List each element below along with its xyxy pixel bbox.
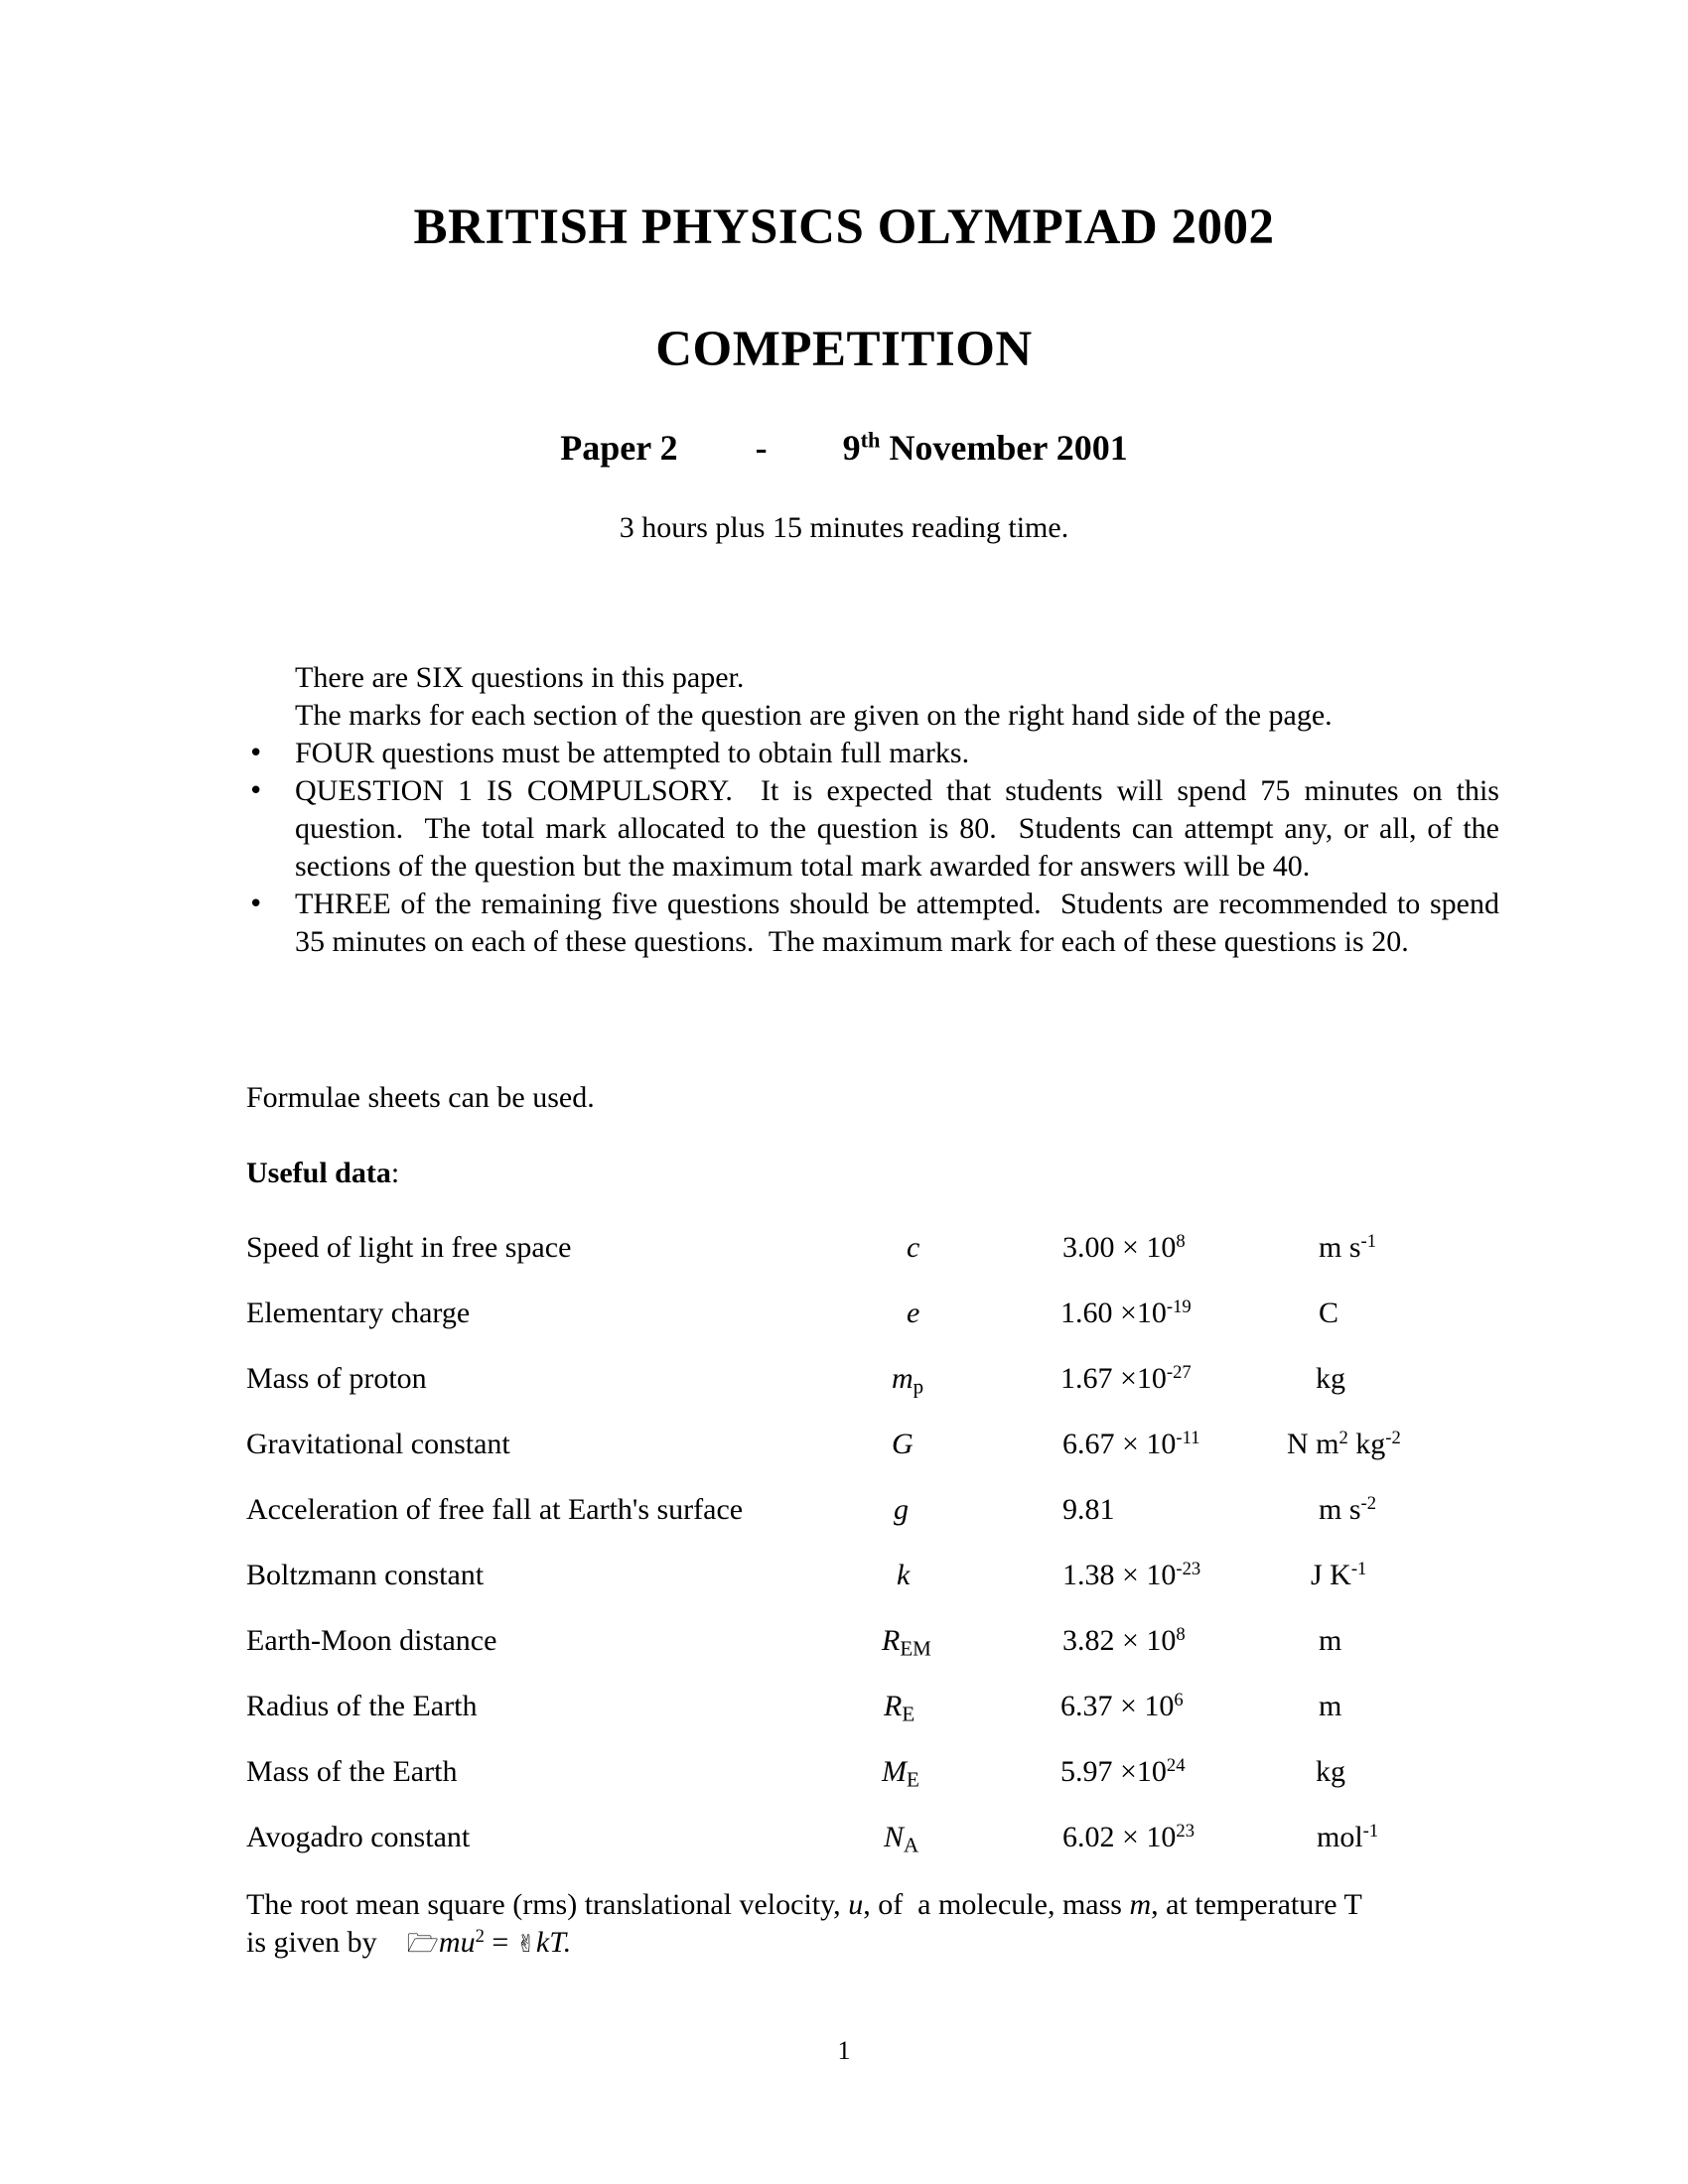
constant-symbol: G (892, 1428, 914, 1460)
constant-unit: m $s^{-1}$ (1319, 1230, 1377, 1264)
constant-symbol: g (894, 1493, 909, 1526)
constant-unit: J $K^{-1}$ (1311, 1558, 1367, 1591)
constant-value: $5.97 \times 10^{24}$ (1060, 1754, 1186, 1788)
rms-note-line1: The root mean square (rms) translational velocity, u, of a molecule, mass m, at temperature T (246, 1888, 1362, 1921)
table-row (246, 1297, 1487, 1362)
constant-name: Mass of the Earth (246, 1755, 458, 1788)
constant-value: $6.37 \times 10^6$ (1060, 1689, 1184, 1722)
instruction-text: There are SIX questions in this paper. (295, 661, 745, 694)
constant-name: Gravitational constant (246, 1428, 510, 1460)
useful-data-table (246, 1231, 1487, 1886)
useful-data-heading (246, 1155, 399, 1192)
subtitle-wrap (0, 321, 1688, 378)
constant-name: Radius of the Earth (246, 1690, 478, 1722)
date-day: 9 (842, 428, 861, 468)
constant-symbol: $M_E$ (882, 1755, 919, 1792)
three-half-glyph-icon: ✌ (515, 1930, 536, 1958)
constant-symbol: $R_{EM}$ (882, 1624, 931, 1661)
paper-number: Paper 2 (560, 428, 678, 468)
constant-symbol: e (907, 1297, 920, 1329)
table-row (246, 1755, 1487, 1821)
useful-data-colon: : (390, 1157, 400, 1189)
constant-value: 9.81 (1062, 1493, 1115, 1526)
constant-unit: kg (1316, 1755, 1345, 1788)
instruction-item (248, 659, 1499, 697)
rms-note-line2: is given by $🗁mu^2$ = ✌kT. (246, 1925, 572, 1959)
half-glyph-icon: 🗁 (406, 1929, 439, 1959)
constant-symbol: c (907, 1231, 920, 1264)
paper-date (843, 427, 1128, 469)
table-row (246, 1362, 1487, 1428)
constant-symbol: $m_p$ (892, 1362, 924, 1399)
formulae-note: Formulae sheets can be used. (246, 1081, 595, 1114)
constant-unit: m (1319, 1690, 1342, 1722)
page-subtitle: COMPETITION (655, 322, 1033, 377)
constant-unit: m (1319, 1624, 1342, 1657)
header (0, 199, 1688, 256)
constant-value: $1.67 \times 10^{-27}$ (1060, 1361, 1192, 1395)
instruction-text: QUESTION 1 IS COMPULSORY. It is expected that students will spend 75 minutes on this question. The total mark allocated to the question is 80. Students can attempt any, or all, of the sections of the question but the maximum total mark awarded for answers will be 40. (295, 774, 1507, 883)
constant-symbol: k (897, 1559, 911, 1591)
useful-data-label: Useful data (246, 1157, 391, 1189)
constant-unit: mol$^{-1}$ (1317, 1820, 1379, 1853)
constant-unit: C (1319, 1297, 1339, 1329)
duration-text: 3 hours plus 15 minutes reading time. (619, 511, 1069, 544)
constant-symbol: $R_E$ (884, 1690, 915, 1726)
date-rest: November 2001 (880, 428, 1128, 468)
rms-note (246, 1886, 1497, 1963)
paper-dash: - (755, 428, 768, 468)
constant-symbol: $N_A$ (884, 1821, 919, 1857)
constant-name: Speed of light in free space (246, 1231, 572, 1264)
instruction-text: The marks for each section of the question are given on the right hand side of the page. (295, 699, 1333, 732)
constant-name: Acceleration of free fall at Earth's surface (246, 1493, 744, 1526)
constant-name: Boltzmann constant (246, 1559, 485, 1591)
table-row (246, 1690, 1487, 1755)
constant-unit: m $s^{-2}$ (1319, 1492, 1377, 1526)
constant-value: $3.82 \times 10^8$ (1062, 1623, 1186, 1657)
page-number: 1 (837, 2036, 851, 2065)
constant-name: Elementary charge (246, 1297, 471, 1329)
instruction-item (248, 772, 1507, 886)
instruction-text: FOUR questions must be attempted to obtain full marks. (295, 737, 970, 769)
instructions-list (248, 659, 1507, 961)
constant-name: Avogadro constant (246, 1821, 471, 1853)
page-title: BRITISH PHYSICS OLYMPIAD 2002 (413, 200, 1275, 255)
date-suffix: th (860, 427, 881, 453)
instruction-text: THREE of the remaining five questions should be attempted. Students are recommended to spend 35 minutes on each of these questions. The maximum mark for each of these questions is 20. (295, 887, 1507, 958)
constant-unit: N $m^2$ $kg^{-2}$ (1287, 1427, 1401, 1460)
table-row (246, 1624, 1487, 1690)
constant-value: $6.67 \times 10^{-11}$ (1062, 1427, 1200, 1460)
constant-value: $6.02 \times 10^{23}$ (1062, 1820, 1196, 1853)
table-row (246, 1493, 1487, 1559)
table-row (246, 1231, 1487, 1297)
instruction-item (248, 886, 1507, 961)
table-row (246, 1559, 1487, 1624)
table-row (246, 1821, 1487, 1886)
instruction-item (248, 697, 1499, 735)
constant-value: $1.38 \times 10^{-23}$ (1062, 1558, 1201, 1591)
constant-name: Earth-Moon distance (246, 1624, 497, 1657)
instruction-item (248, 735, 1499, 772)
constant-value: $1.60 \times 10^{-19}$ (1060, 1296, 1192, 1329)
constant-unit: kg (1316, 1362, 1345, 1395)
constant-value: $3.00 \times 10^8$ (1062, 1230, 1186, 1264)
table-row (246, 1428, 1487, 1493)
paper-line (0, 427, 1688, 469)
constant-name: Mass of proton (246, 1362, 427, 1395)
